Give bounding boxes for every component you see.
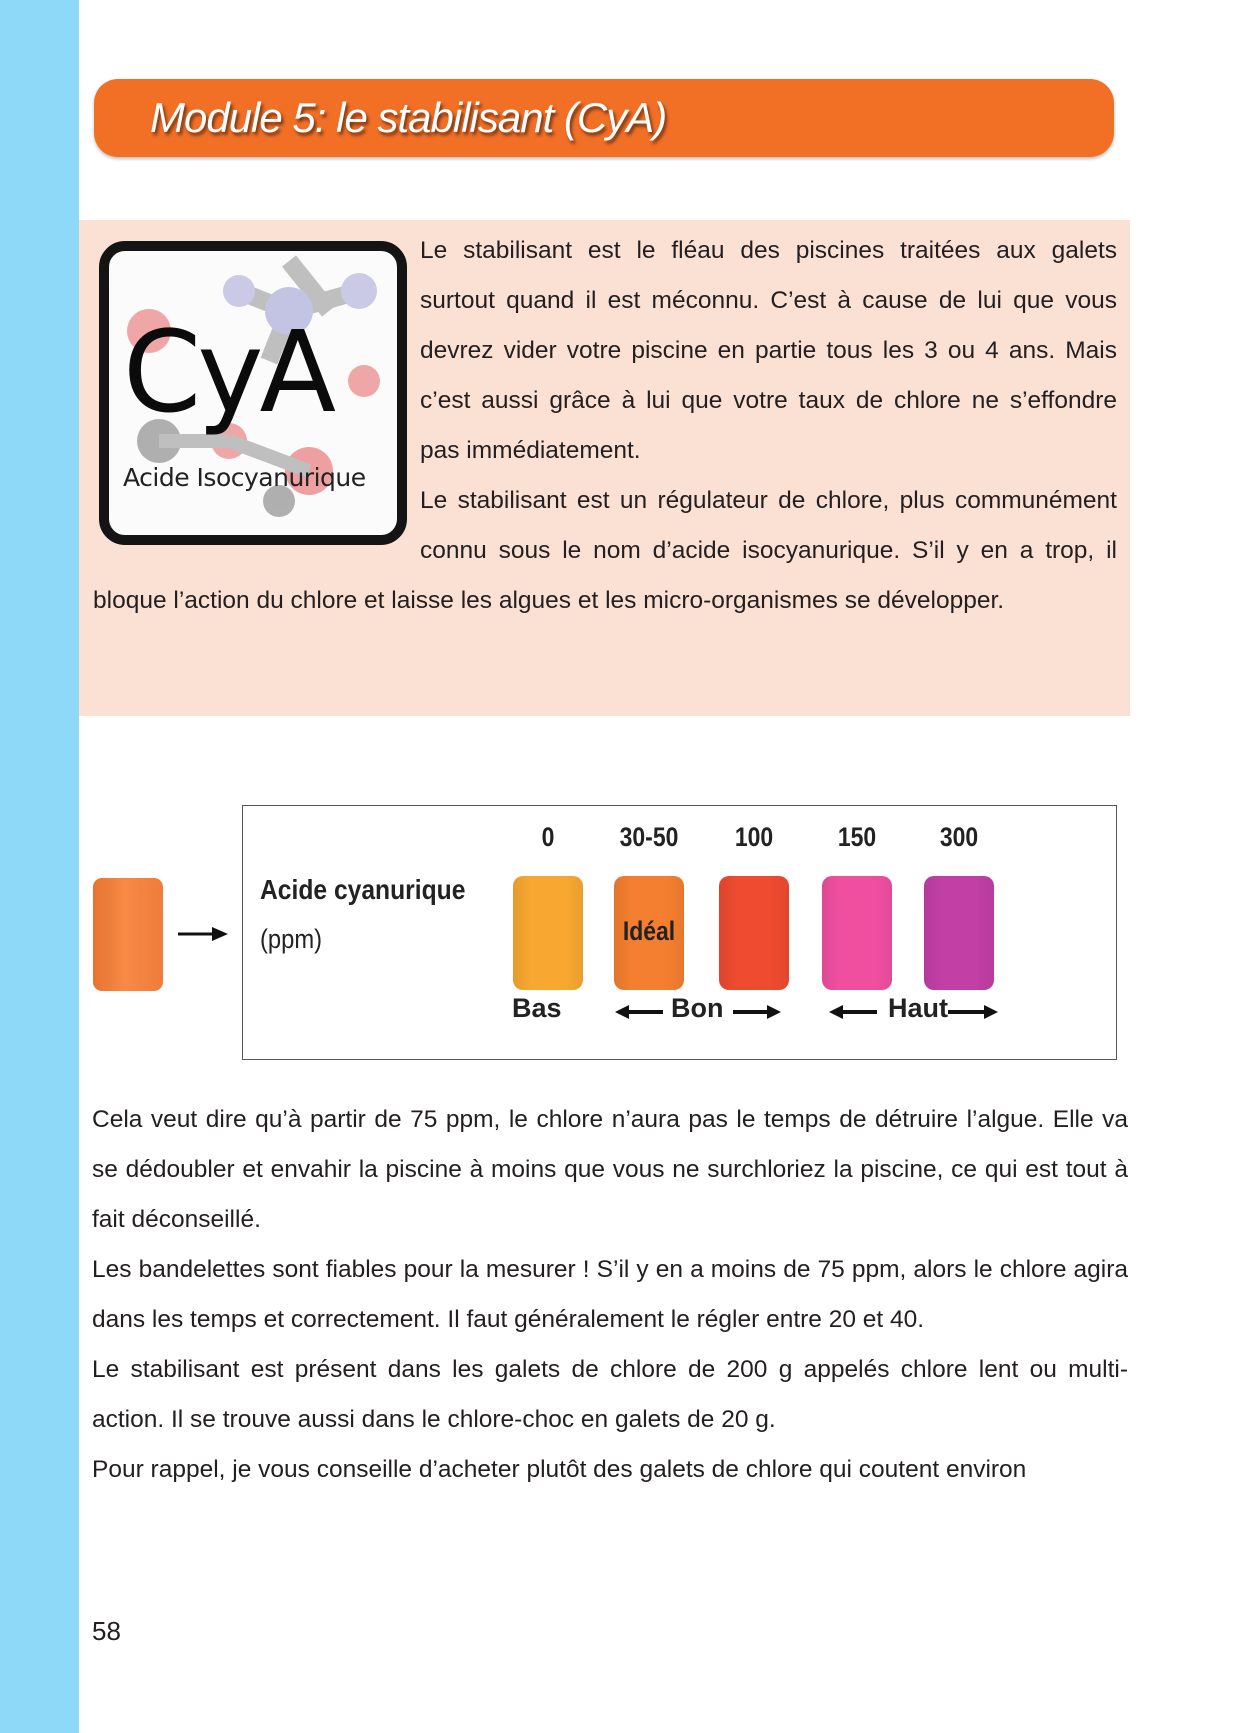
body-text [92, 1095, 1128, 1495]
body-paragraph-1: Cela veut dire qu’à partir de 75 ppm, le chlore n’aura pas le temps de détruire l’algue. Elle va se dédoubler et envahir la piscine à moins que vous ne surchloriez la piscine, ce qui est tout à fait déconseillé. [92, 1106, 1128, 1233]
intro-paragraph-1: Le stabilisant est le fléau des piscines traitées aux galets surtout quand il est méconnu. C’est à cause de lui que vous devrez vider votre piscine en partie tous les 3 ou 4 ans. Mais c’est aussi grâce à lui que votre taux de chlore ne s’effondre pas immédiatement. [420, 237, 1117, 464]
arrow-right-icon [948, 1005, 998, 1019]
tick-label-4: 300 [939, 822, 979, 852]
intro-box [79, 220, 1130, 716]
body-paragraph-3: Le stabilisant est présent dans les galets de chlore de 200 g appelés chlore lent ou multi-action. Il se trouve aussi dans le chlore-choc en galets de 20 g. [92, 1356, 1128, 1433]
color-swatch-4 [924, 876, 994, 990]
range-low-label: Bas [512, 993, 562, 1023]
logo-cya-text: CyA [123, 308, 333, 438]
color-swatch-3 [822, 876, 892, 990]
chart-title: Acide cyanurique [260, 874, 466, 905]
arrow-left-icon [615, 1005, 663, 1019]
body-paragraph-2: Les bandelettes sont fiables pour la mesurer ! S’il y en a moins de 75 ppm, alors le chlore agira dans les temps et correctement. Il faut généralement le régler entre 20 et 40. [92, 1256, 1128, 1333]
color-swatch-0 [513, 876, 583, 990]
arrow-right-icon [178, 924, 228, 944]
range-high-label: Haut [888, 993, 948, 1023]
body-paragraph-4: Pour rappel, je vous conseille d’acheter plutôt des galets de chlore qui coutent environ [92, 1456, 1027, 1483]
logo-subtitle: Acide Isocyanurique [123, 463, 366, 492]
color-scale-chart [242, 805, 1117, 1060]
tick-label-2: 100 [734, 822, 774, 852]
arrow-right-icon [733, 1005, 781, 1019]
chart-unit: (ppm) [260, 924, 323, 954]
tick-label-1: 30-50 [619, 822, 679, 852]
arrow-left-icon [829, 1005, 877, 1019]
ideal-label: Idéal [622, 916, 676, 946]
intro-text [93, 226, 1117, 626]
intro-paragraph-2: Le stabilisant est un régulateur de chlore, plus communément connu sous le nom d’acide isocyanurique. S’il y en a trop, il bloque l’action du chlore et laisse les algues et les micro-organismes se développer. [93, 487, 1117, 614]
module-header [94, 79, 1114, 157]
test-strip-sample [93, 878, 163, 991]
page-title: Module 5: le stabilisant (CyA) [150, 94, 667, 141]
tick-label-3: 150 [837, 822, 877, 852]
color-swatch-2 [719, 876, 789, 990]
tick-label-0: 0 [541, 822, 555, 852]
range-good-label: Bon [671, 993, 724, 1023]
page-number: 58 [92, 1616, 121, 1646]
side-color-bar [0, 0, 79, 1733]
